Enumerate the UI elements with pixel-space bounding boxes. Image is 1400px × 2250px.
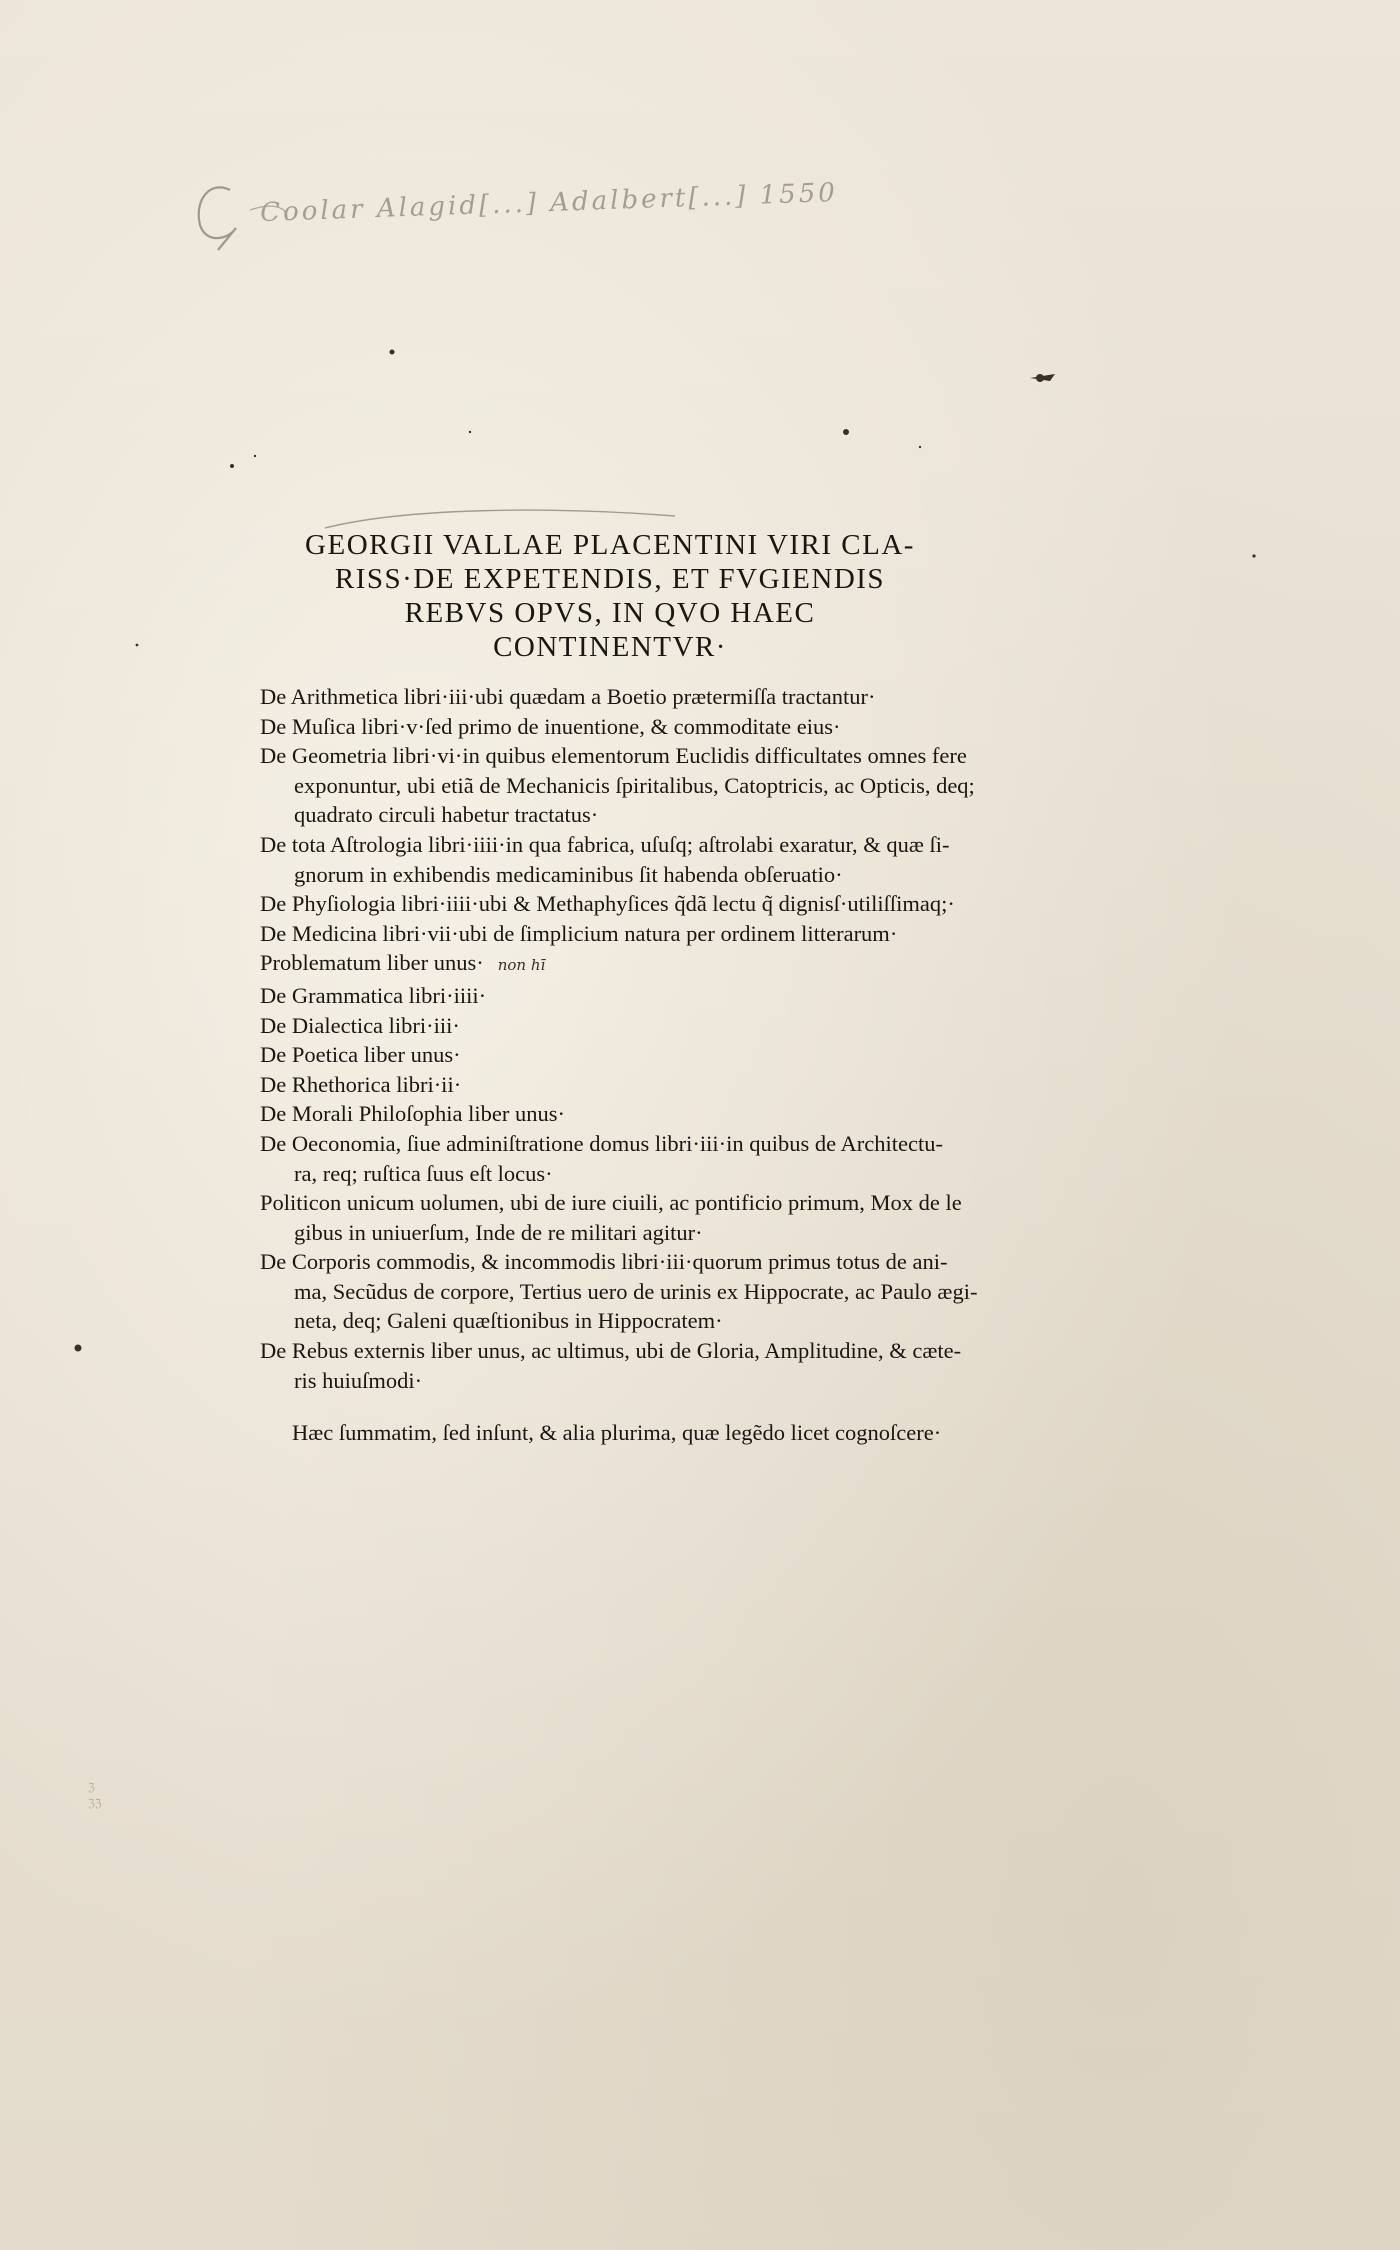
entry-line-continued: quadrato circuli habetur tractatus· (294, 802, 599, 828)
entry-line-continued: exponuntur, ubi etiã de Mechanicis ſpiritalibus, Catoptricis, ac Opticis, deq; (294, 772, 975, 798)
entry-line: De Medicina libri·vii·ubi de ſimplicium natura per ordinem litterarum· (260, 920, 898, 946)
entry-line: De Geometria libri·vi·in quibus elementorum Euclidis difficultates omnes fere (260, 743, 967, 769)
entry-text: Problematum liber unus· (260, 950, 484, 976)
contents-entry-astrologia (260, 830, 1020, 889)
contents-entry-problematum (260, 948, 1020, 981)
margin-mark: ℨ (88, 1781, 95, 1794)
entry-line: De Muſica libri·v·ſed primo de inuentione, & commoditate eius· (260, 713, 841, 739)
contents-entry-physiologia (260, 889, 1020, 919)
contents-entry-musica (260, 712, 1020, 742)
title-line-4: CONTINENTVR· (493, 631, 727, 663)
entry-line: De Arithmetica libri·iii·ubi quædam a Boetio prætermiſſa tractantur· (260, 684, 876, 709)
entry-line: Politicon unicum uolumen, ubi de iure ciuili, ac pontificio primum, Mox de le (260, 1190, 962, 1216)
title-line-1: GEORGII VALLAE PLACENTINI VIRI CLA- (305, 529, 915, 561)
inscription-text: Coolar Alagid[...] Adalbert[...] 1550 (259, 177, 839, 229)
handwritten-annotation: non hī (497, 956, 546, 975)
entry-line (260, 948, 1020, 981)
entry-line-continued: neta, deq; Galeni quæſtionibus in Hippocratem· (294, 1308, 723, 1334)
entry-line: De Morali Philoſophia liber unus· (260, 1101, 565, 1127)
entry-line: De tota Aſtrologia libri·iiii·in qua fabrica, uſuſq; aſtrolabi exaratur, & quæ ſi- (260, 831, 950, 857)
entry-line-continued: gnorum in exhibendis medicaminibus ſit habenda obſeruatio· (294, 861, 843, 887)
contents-entry-rebus-externis (260, 1336, 1020, 1395)
entry-line: De Oeconomia, ſiue adminiſtratione domus libri·iii·in quibus de Architectu- (260, 1130, 943, 1156)
entry-line: De Phyſiologia libri·iiii·ubi & Methaphyſices q̃dã lectu q̃ dignisſ·utiliſſimaq;· (260, 891, 955, 917)
contents-entry-oeconomia (260, 1129, 1020, 1188)
contents-entry-arithmetica (260, 682, 1020, 712)
margin-marks (88, 1780, 118, 1812)
entry-line: De Rhethorica libri·ii· (260, 1071, 462, 1097)
entry-line: De Dialectica libri·iii· (260, 1012, 460, 1038)
contents-entry-rhethorica (260, 1070, 1020, 1100)
entry-line-continued: ra, req; ruſtica ſuus eſt locus· (294, 1160, 553, 1186)
entry-line: De Grammatica libri·iiii· (260, 982, 487, 1008)
entry-line: De Rebus externis liber unus, ac ultimus, ubi de Gloria, Amplitudine, & cæte- (260, 1338, 962, 1364)
contents-entry-corporis-commodis (260, 1247, 1020, 1336)
contents-entry-poetica (260, 1040, 1020, 1070)
contents-entry-geometria (260, 741, 1020, 830)
contents-entry-politicon (260, 1188, 1020, 1247)
table-of-contents (260, 682, 1020, 1395)
entry-line-continued: gibus in uniuerſum, Inde de re militari agitur· (294, 1219, 703, 1245)
book-title (290, 528, 930, 664)
margin-mark: ℨℨ (88, 1797, 102, 1810)
contents-entry-morali-philosophia (260, 1099, 1020, 1129)
title-line-3: REBVS OPVS, IN QVO HAEC (404, 597, 816, 629)
entry-line: De Poetica liber unus· (260, 1042, 461, 1068)
entry-line: De Corporis commodis, & incommodis libri·iii·quorum primus totus de ani- (260, 1249, 948, 1275)
title-line-2: RISS·DE EXPETENDIS, ET FVGIENDIS (334, 563, 886, 595)
contents-entry-grammatica (260, 981, 1020, 1011)
contents-entry-medicina (260, 919, 1020, 949)
entry-line-continued: ris huiuſmodi· (294, 1367, 423, 1393)
closing-line: Hæc ſummatim, ſed inſunt, & alia plurima, quæ legẽdo licet cognoſcere· (292, 1420, 942, 1445)
handwritten-inscription (190, 170, 850, 260)
contents-entry-dialectica (260, 1011, 1020, 1041)
entry-line-continued: ma, Secũdus de corpore, Tertius uero de urinis ex Hippocrate, ac Paulo ægi- (294, 1278, 978, 1304)
